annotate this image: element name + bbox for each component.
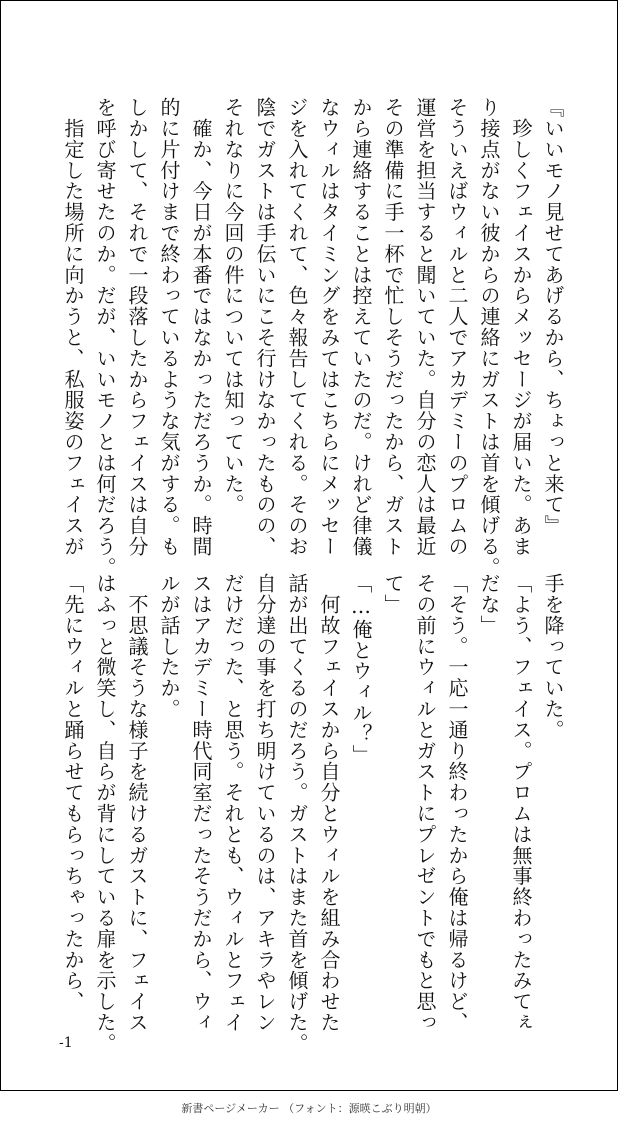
page-number: -1 [59, 1035, 73, 1051]
text-column-bottom [49, 573, 569, 1054]
text-line: 不思議そうな様子を続けるガストに、フェイス [125, 573, 149, 1033]
text-line: だけだった、と思う。それとも、ウィルとフェイ [221, 573, 245, 1033]
text-line: しかして、それで一段落したからフェイスは自分 [125, 97, 149, 557]
text-line: 何故フェイスから自分とウィルを組み合わせた [317, 573, 341, 1033]
text-line: て」 [381, 573, 405, 615]
text-line: 「よう、フェイス。プロムは無事終わったみてぇ [509, 573, 533, 1033]
text-line: その前にウィルとガストにプレゼントでもと思っ [413, 573, 437, 1033]
text-line: その準備に手一杯で忙しそうだったから、ガスト [381, 97, 405, 557]
text-line: 陰でガストは手伝いにこそ行けなかったものの、 [253, 97, 277, 557]
text-line: から連絡することは控えていたのだ。けれど律儀 [349, 97, 373, 557]
text-column-top [49, 97, 569, 578]
text-line: 「そう。一応一通り終わったから俺は帰るけど、 [445, 573, 469, 1033]
text-line: 「…俺とウィル？」 [349, 573, 373, 766]
text-line: スはアカデミー時代同室だったそうだから、ウィ [189, 573, 213, 1033]
text-line: 自分達の事を打ち明けているのは、アキラやレン [253, 573, 277, 1033]
text-line: 話が出てくるのだろう。ガストはまた首を傾げた。 [285, 573, 309, 1054]
text-line: それなりに今回の件については知っていた。 [221, 97, 245, 515]
text-line: ジを入れてくれて、色々報告してくれる。そのお [285, 97, 309, 557]
text-line: 運営を担当すると聞いていた。自分の恋人は最近 [413, 97, 437, 557]
text-line: 的に片付けまで終わっているような気がする。も [157, 97, 181, 557]
text-line: 手を降っていた。 [541, 573, 565, 741]
text-line: 珍しくフェイスからメッセージが届いた。あま [509, 97, 533, 557]
text-line: 確か、今日が本番ではなかっただろうか。時間 [189, 97, 213, 557]
text-line: り接点がない彼からの連絡にガストは首を傾げる。 [477, 97, 501, 578]
text-line: なウィルはタイミングをみてはこちらにメッセー [317, 97, 341, 557]
text-line: ルが話したか。 [157, 573, 181, 720]
text-line: 指定した場所に向かうと、私服姿のフェイスが [61, 97, 85, 557]
text-line: 「先にウィルと踊らせてもらっちゃったから、 [61, 573, 85, 1012]
text-line: はふっと微笑し、自らが背にしている扉を示した。 [93, 573, 117, 1054]
text-line: を呼び寄せたのか。だが、いいモノとは何だろう。 [93, 97, 117, 578]
text-line: 『いいモノ見せてあげるから、ちょっと来て』 [541, 97, 565, 536]
footer-credit: 新書ページメーカー （フォント：源暎こぶり明朝） [181, 1102, 437, 1115]
text-line: だな」 [477, 573, 501, 636]
text-line: そういえばウィルと二人でアカデミーのプロムの [445, 97, 469, 557]
